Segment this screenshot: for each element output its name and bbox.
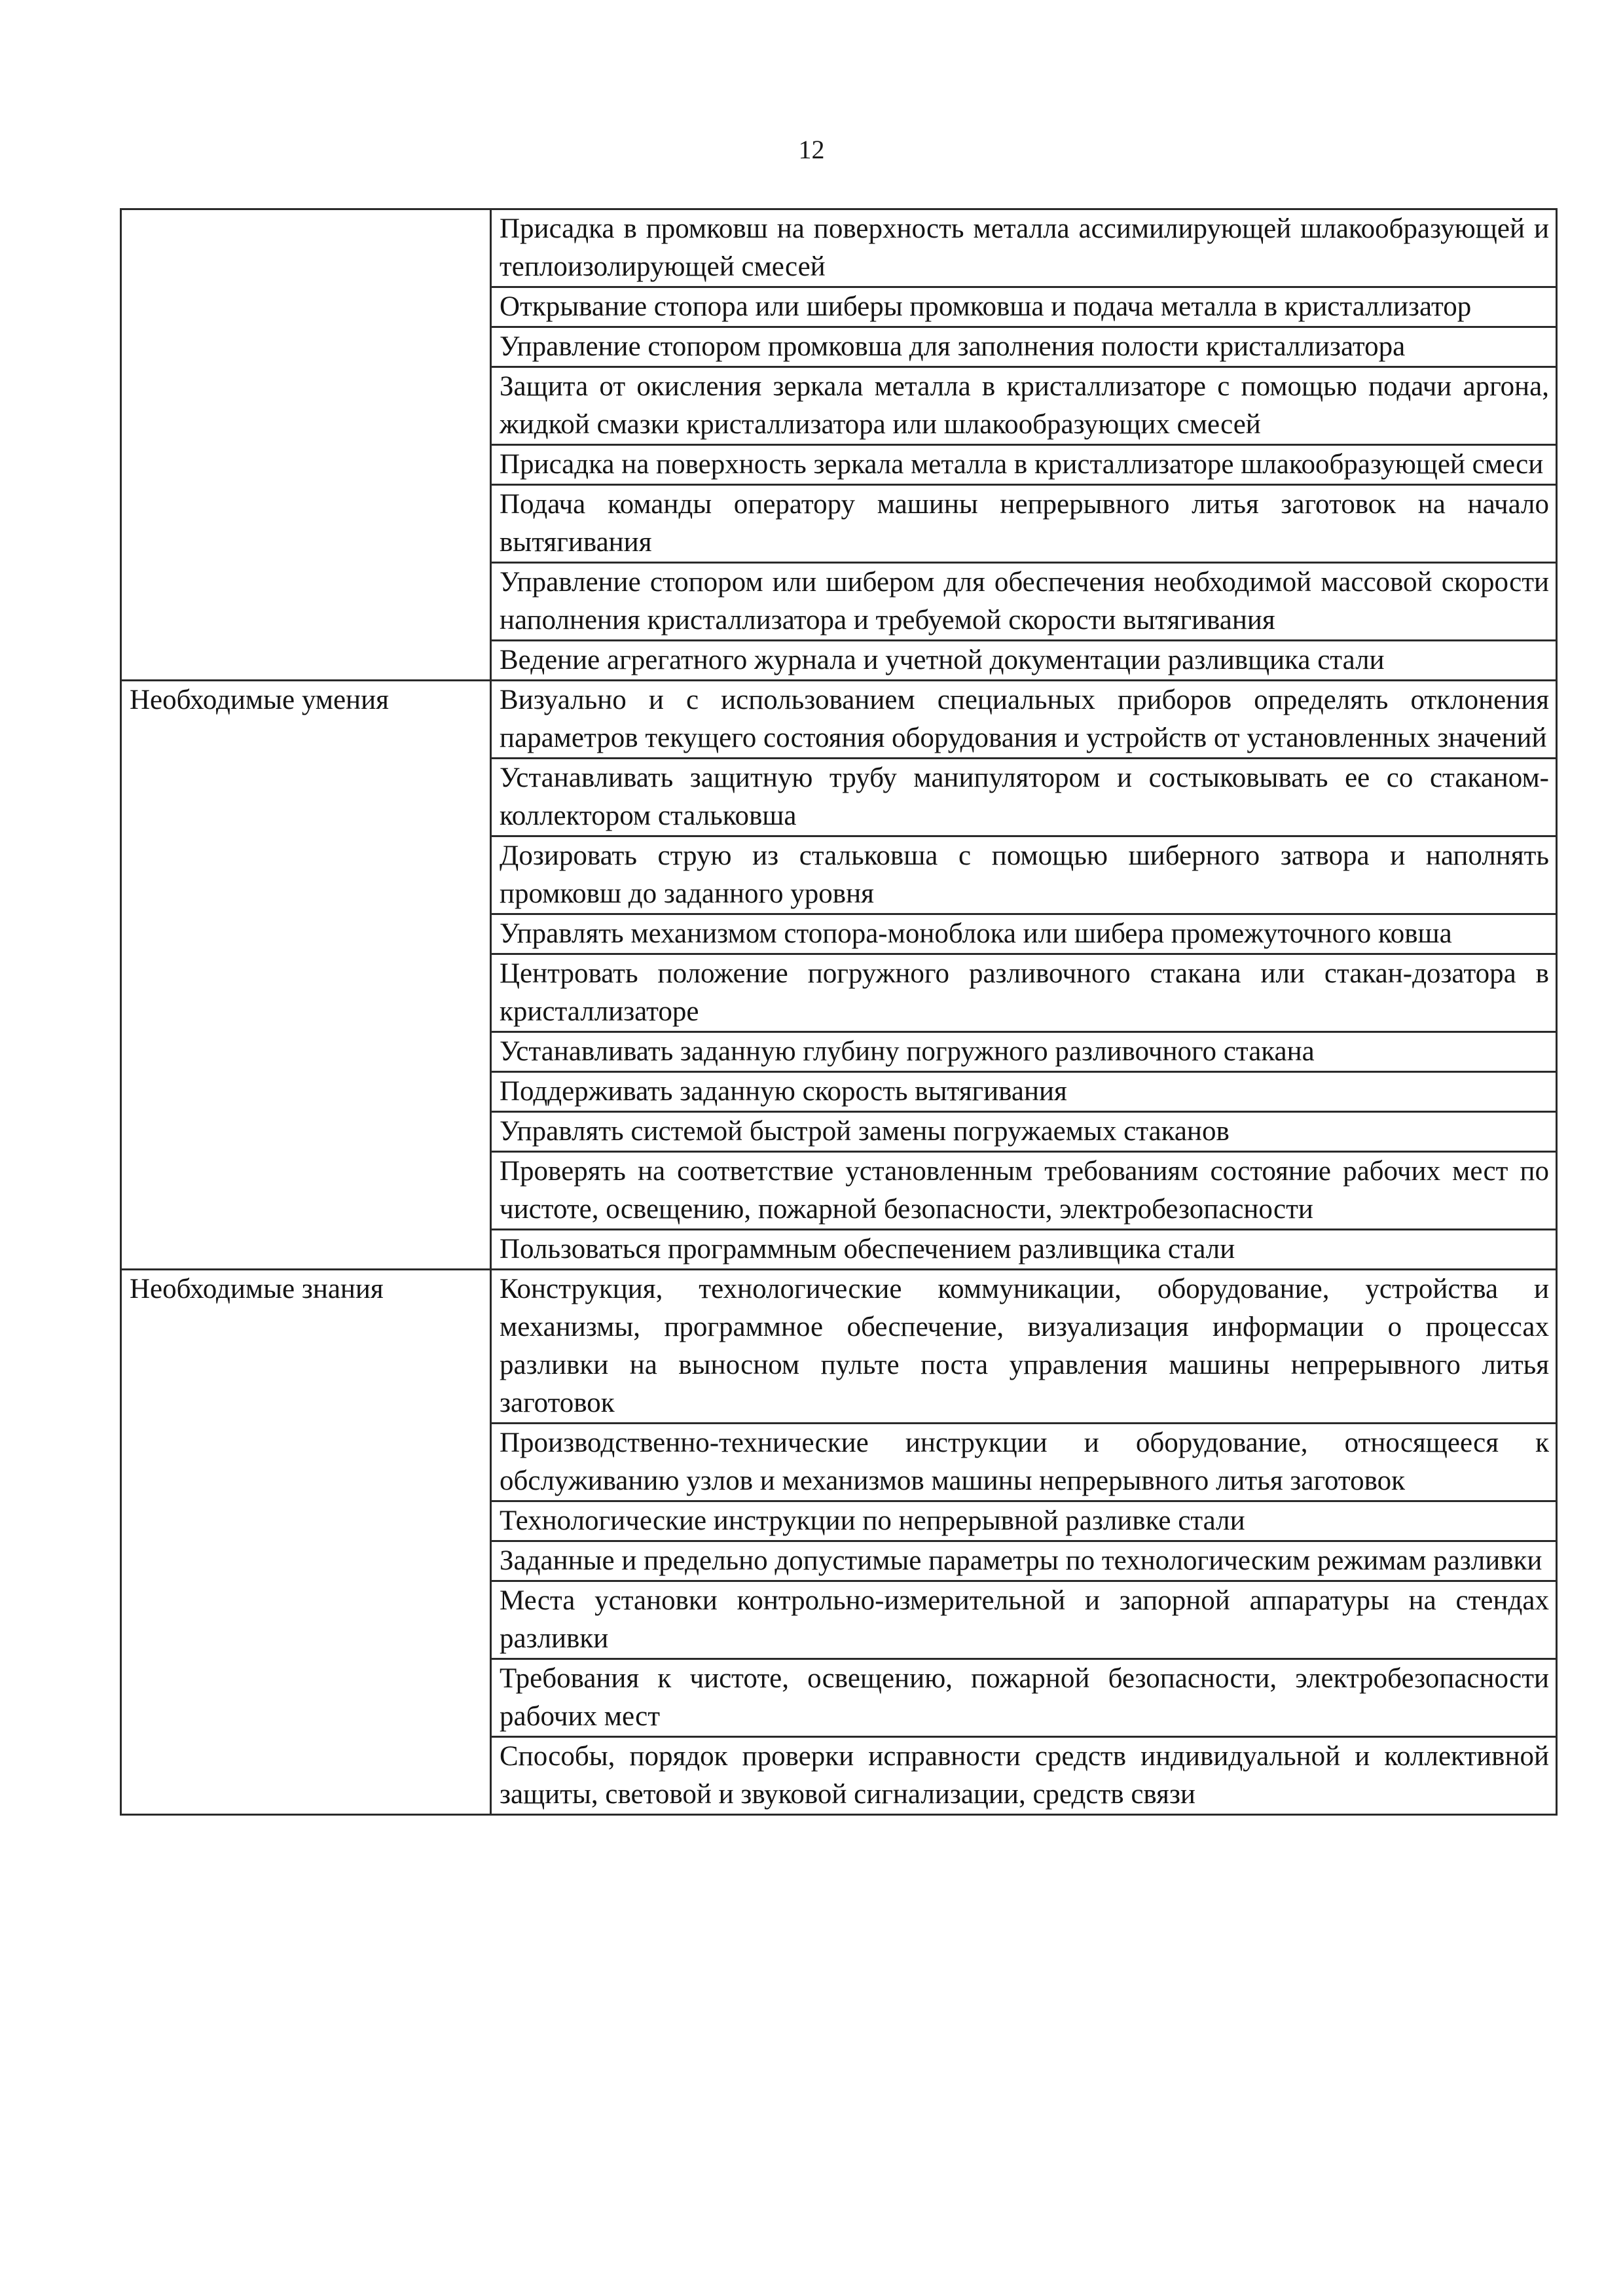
action-item: Открывание стопора или шиберы промковша и подача металла в кристаллизатор xyxy=(491,287,1557,327)
action-item: Управление стопором промковша для заполнения полости кристаллизатора xyxy=(491,327,1557,367)
knowledge-item: Требования к чистоте, освещению, пожарной безопасности, электробезопасности рабочих мест xyxy=(491,1659,1557,1737)
knowledge-item: Места установки контрольно-измерительной и запорной аппаратуры на стендах разливки xyxy=(491,1581,1557,1659)
knowledge-item: Заданные и предельно допустимые параметры по технологическим режимам разливки xyxy=(491,1541,1557,1581)
action-item: Присадка в промковш на поверхность металла ассимилирующей шлакообразующей и теплоизолирующей смесей xyxy=(491,209,1557,287)
skill-item: Визуально и с использованием специальных приборов определять отклонения параметров текущего состояния оборудования и устройств от установленных значений xyxy=(491,681,1557,759)
continuation-label-cell xyxy=(121,209,491,681)
table-row xyxy=(121,1270,1557,1424)
table-row xyxy=(121,209,1557,287)
skill-item: Управлять механизмом стопора-моноблока или шибера промежуточного ковша xyxy=(491,914,1557,954)
knowledge-item: Конструкция, технологические коммуникации, оборудование, устройства и механизмы, программное обеспечение, визуализация информации о процессах разливки на выносном пульте поста управления машины непрерывного литья заготовок xyxy=(491,1270,1557,1424)
page-number: 12 xyxy=(798,135,825,164)
knowledge-label: Необходимые знания xyxy=(121,1270,491,1815)
skill-item: Управлять системой быстрой замены погружаемых стаканов xyxy=(491,1112,1557,1152)
competency-table xyxy=(120,208,1558,1816)
skill-item: Устанавливать заданную глубину погружного разливочного стакана xyxy=(491,1032,1557,1072)
knowledge-item: Способы, порядок проверки исправности средств индивидуальной и коллективной защиты, световой и звуковой сигнализации, средств связи xyxy=(491,1737,1557,1815)
action-item: Защита от окисления зеркала металла в кристаллизаторе с помощью подачи аргона, жидкой смазки кристаллизатора или шлакообразующих смесей xyxy=(491,367,1557,445)
skill-item: Центровать положение погружного разливочного стакана или стакан-дозатора в кристаллизаторе xyxy=(491,954,1557,1032)
action-item: Подача команды оператору машины непрерывного литья заготовок на начало вытягивания xyxy=(491,485,1557,563)
skill-item: Дозировать струю из стальковша с помощью шиберного затвора и наполнять промковш до заданного уровня xyxy=(491,836,1557,914)
skills-label: Необходимые умения xyxy=(121,681,491,1270)
skill-item: Устанавливать защитную трубу манипулятором и состыковывать ее со стаканом-коллектором стальковша xyxy=(491,759,1557,836)
action-item: Ведение агрегатного журнала и учетной документации разливщика стали xyxy=(491,641,1557,681)
skill-item: Проверять на соответствие установленным требованиям состояние рабочих мест по чистоте, освещению, пожарной безопасности, электробезопасности xyxy=(491,1152,1557,1230)
knowledge-item: Производственно-технические инструкции и оборудование, относящееся к обслуживанию узлов и механизмов машины непрерывного литья заготовок xyxy=(491,1424,1557,1501)
table-row xyxy=(121,681,1557,759)
skill-item: Пользоваться программным обеспечением разливщика стали xyxy=(491,1230,1557,1270)
action-item: Управление стопором или шибером для обеспечения необходимой массовой скорости наполнения кристаллизатора и требуемой скорости вытягивания xyxy=(491,563,1557,641)
skill-item: Поддерживать заданную скорость вытягивания xyxy=(491,1072,1557,1112)
knowledge-item: Технологические инструкции по непрерывной разливке стали xyxy=(491,1501,1557,1541)
action-item: Присадка на поверхность зеркала металла в кристаллизаторе шлакообразующей смеси xyxy=(491,445,1557,485)
